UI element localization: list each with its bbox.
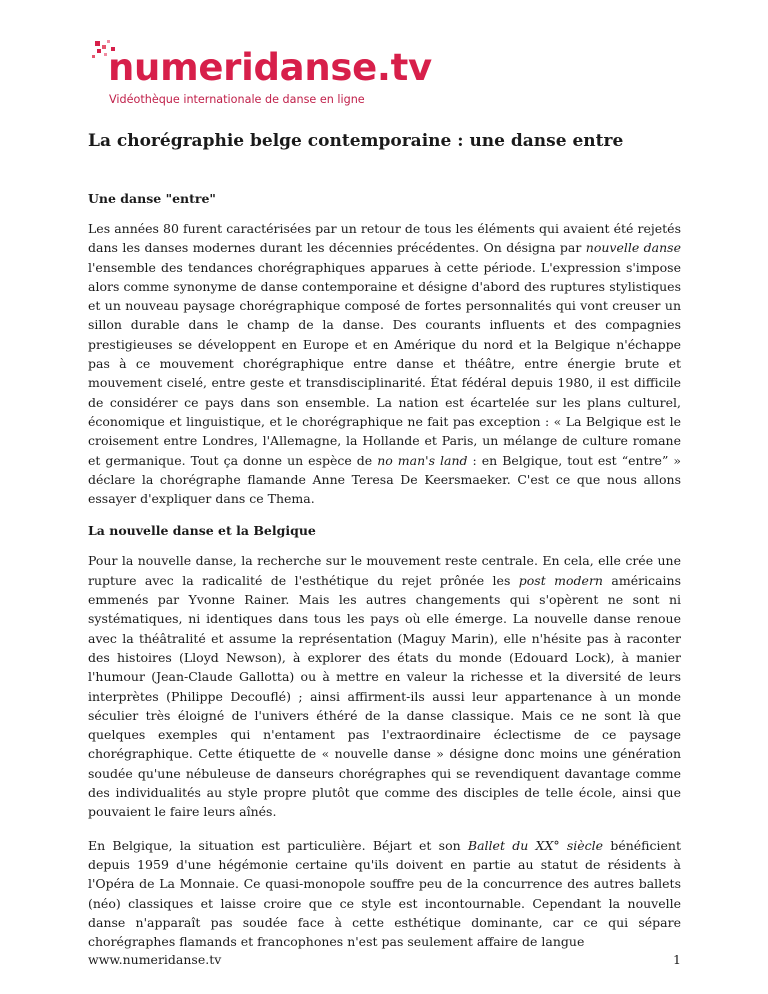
numeridanse-logo[interactable] xyxy=(88,36,432,116)
logo-tagline: Vidéothèque internationale de danse en ligne xyxy=(109,93,365,106)
footer-website[interactable]: www.numeridanse.tv xyxy=(88,952,222,967)
italic-text: post modern xyxy=(518,572,603,588)
text-run: Pour la nouvelle danse, la recherche sur le mouvement reste centrale. En cela, elle crée une rupture avec la radicalité de l'esthétique du rejet prônée les xyxy=(88,553,681,588)
section-heading: Une danse "entre" xyxy=(88,191,216,206)
document-title: La chorégraphie belge contemporaine : une danse entre xyxy=(88,131,624,151)
italic-text: nouvelle danse xyxy=(585,240,681,256)
page-number: 1 xyxy=(673,952,681,967)
text-run: : en Belgique, tout est “entre” » déclare la chorégraphe flamande Anne Teresa De Keersmaeker. C'est ce que nous allons essayer d'expliquer dans ce Thema. xyxy=(88,452,681,507)
article-body xyxy=(88,190,681,965)
paragraph xyxy=(88,219,681,508)
text-run: bénéficient depuis 1959 d'une hégémonie certaine qu'ils doivent en partie au statut de résidents à l'Opéra de La Monnaie. Ce quasi-monopole souffre peu de la concurrence des autres ballets (néo) classiques et laisse croire que ce style est incontournable. Cependant la nouvelle danse n'apparaît pas soudée face à cette esthétique dominante, car ce qui sépare chorégraphes flamands et francophones n'est pas seulement affaire de langue xyxy=(88,837,681,950)
paragraph xyxy=(88,551,681,821)
text-run: l'ensemble des tendances chorégraphiques apparues à cette période. L'expression s'impose alors comme synonyme de danse contemporaine et désigne d'abord des ruptures stylistiques et un nouveau paysage chorégraphique composé de fortes personnalités qui vont creuser un sillon durable dans le champ de la danse. Des courants influents et des compagnies prestigieuses se développent en Europe et en Amérique du nord et la Belgique n'échappe pas à ce mouvement chorégraphique entre danse et théâtre, entre énergie brute et mouvement ciselé, entre geste et transdisciplinarité. État fédéral depuis 1980, il est difficile de considérer ce pays dans son ensemble. La nation est écartelée sur les plans culturel, économique et linguistique, et le chorégraphique ne fait pas exception : « La Belgique est le croisement entre Londres, l'Allemagne, la Hollande et Paris, un mélange de culture romane et germanique. Tout ça donne un espèce de xyxy=(88,259,681,468)
section-heading: La nouvelle danse et la Belgique xyxy=(88,523,316,539)
italic-text: Ballet du XX° siècle xyxy=(467,837,604,853)
text-run: Les années 80 furent caractérisées par un retour de tous les éléments qui avaient été rejetés dans les danses modernes durant les décennies précédentes. On désigna par xyxy=(88,221,681,256)
text-run: En Belgique, la situation est particulière. Béjart et son xyxy=(88,837,468,853)
text-run: américains emmenés par Yvonne Rainer. Mais les autres changements qui s'opèrent ne sont ni systématiques, ni identiques dans tous les pays où elle émerge. La nouvelle danse renoue avec la théâtralité et assume la représentation (Maguy Marin), elle n'hésite pas à raconter des histoires (Lloyd Newson), à explorer des états du monde (Edouard Lock), à manier l'humour (Jean-Claude Gallotta) ou à mettre en valeur la richesse et la diversité de leurs interprètes (Philippe Decouflé) ; ainsi affirment-ils aussi leur appartenance à un monde séculier très éloigné de l'univers éthéré de la danse classique. Mais ce ne sont là que quelques exemples qui n'entament pas l'extraordinaire éclectisme de ce paysage chorégraphique. Cette étiquette de « nouvelle danse » désigne donc moins une génération soudée qu'une nébuleuse de danseurs chorégraphes qui se revendiquent davantage comme des individualités au style propre plutôt que comme des disciples de telle école, ainsi que pouvaient le faire leurs aînés. xyxy=(88,572,681,820)
italic-text: no man's land xyxy=(377,452,468,468)
paragraph xyxy=(88,836,681,952)
logo-wordmark: numeridanse.tv xyxy=(108,46,432,89)
